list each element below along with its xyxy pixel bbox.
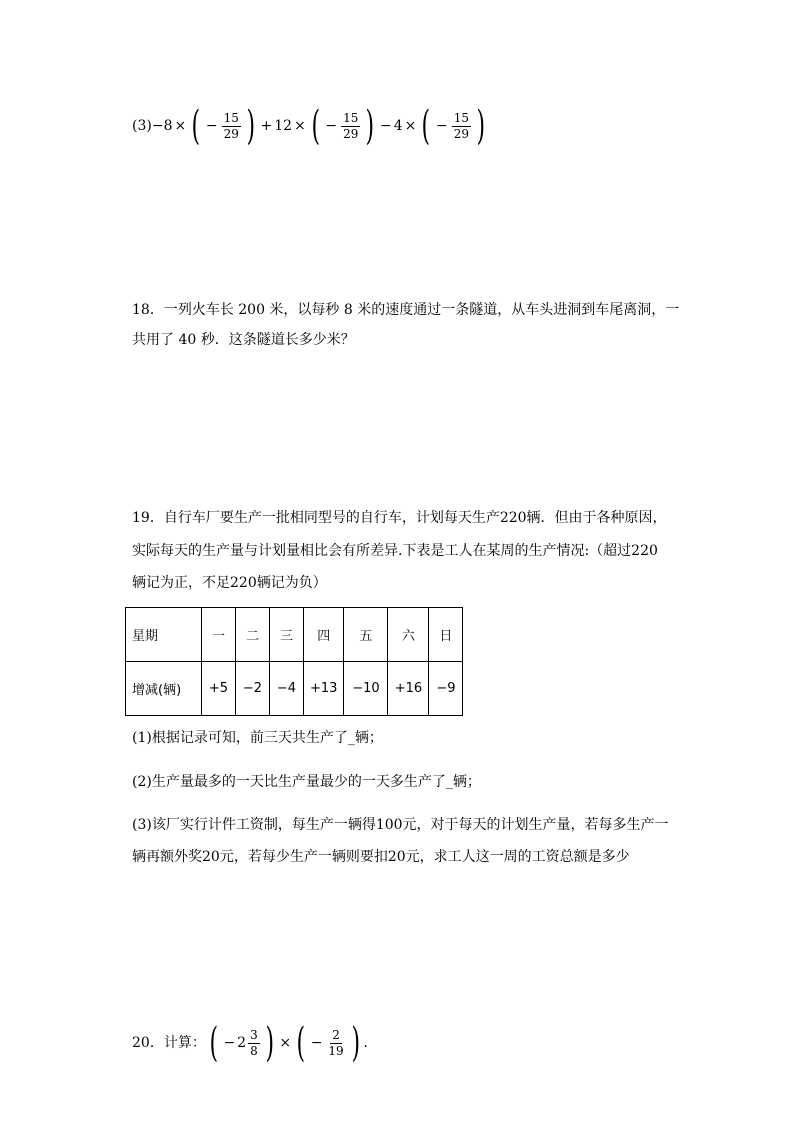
mixed-sign: − bbox=[223, 1035, 236, 1051]
right-paren: ) bbox=[265, 1020, 274, 1066]
day-cell: 一 bbox=[202, 608, 236, 662]
q19-sub3-line1: (3)该厂实行计件工资制，每生产一辆得100元，对于每天的计划生产量，若每多生产一 bbox=[132, 817, 669, 833]
fraction-denominator: 29 bbox=[343, 126, 359, 141]
fraction-sign: − bbox=[435, 118, 448, 134]
q19-sub3-line2: 辆再额外奖20元，若每少生产一辆则要扣20元，求工人这一周的工资总额是多少 bbox=[132, 849, 630, 865]
right-paren: ) bbox=[246, 103, 255, 149]
q20-label: 20．计算： bbox=[132, 1035, 206, 1051]
left-paren: ( bbox=[296, 1020, 306, 1066]
header-cell-change: 增减(辆) bbox=[126, 662, 202, 716]
q19-line1: 19．自行车厂要生产一批相同型号的自行车，计划每天生产220辆．但由于各种原因， bbox=[132, 510, 667, 526]
mixed-fraction bbox=[248, 1028, 260, 1059]
q17-part3-label: (3) bbox=[132, 118, 152, 134]
q17-term3-coef: 4 bbox=[393, 118, 403, 134]
q19-line2: 实际每天的生产量与计划量相比会有所差异.下表是工人在某周的生产情况:（超过220 bbox=[132, 543, 658, 559]
times-sign: × bbox=[279, 1035, 292, 1051]
day-cell: 六 bbox=[388, 608, 429, 662]
mixed-whole: 2 bbox=[237, 1035, 247, 1051]
fraction-sign: − bbox=[205, 118, 218, 134]
left-paren: ( bbox=[191, 103, 201, 149]
right-paren: ) bbox=[476, 103, 486, 149]
times-sign: × bbox=[174, 118, 187, 134]
fraction-numerator: 15 bbox=[453, 110, 469, 125]
fraction-numerator: 2 bbox=[332, 1027, 340, 1042]
fraction-denominator: 29 bbox=[223, 126, 239, 141]
right-paren: ) bbox=[351, 1020, 360, 1066]
times-sign: × bbox=[404, 118, 417, 134]
value-cell: +16 bbox=[388, 662, 429, 716]
day-cell: 五 bbox=[344, 608, 388, 662]
day-cell: 二 bbox=[236, 608, 270, 662]
fraction-denominator: 8 bbox=[250, 1043, 258, 1058]
fraction-numerator: 15 bbox=[223, 110, 239, 125]
fraction bbox=[326, 1028, 345, 1059]
fraction-denominator: 19 bbox=[328, 1043, 344, 1058]
q18-line1: 18．一列火车长 200 米，以每秒 8 米的速度通过一条隧道，从车头进洞到车尾离洞，一 bbox=[132, 302, 680, 318]
right-paren: ) bbox=[365, 103, 375, 149]
day-cell: 四 bbox=[304, 608, 344, 662]
fraction-denominator: 29 bbox=[453, 126, 469, 141]
fraction-numerator: 3 bbox=[250, 1027, 258, 1042]
fraction-sign: − bbox=[310, 1035, 323, 1051]
production-table bbox=[125, 607, 463, 716]
fraction-sign: − bbox=[325, 118, 338, 134]
minus-sign: − bbox=[379, 118, 392, 134]
q20-expression bbox=[132, 1020, 368, 1066]
value-cell: −10 bbox=[344, 662, 388, 716]
left-paren: ( bbox=[421, 103, 431, 149]
q17-part3-expression bbox=[132, 103, 489, 149]
value-cell: +13 bbox=[304, 662, 344, 716]
q19-line3: 辆记为正，不足220辆记为负） bbox=[132, 575, 327, 591]
q17-term1-coef: −8 bbox=[151, 118, 173, 134]
period: . bbox=[363, 1035, 368, 1051]
value-cell: −9 bbox=[429, 662, 463, 716]
day-cell: 三 bbox=[270, 608, 304, 662]
table-row-weekday bbox=[126, 608, 463, 662]
q19-sub2: (2)生产量最多的一天比生产量最少的一天多生产了_辆； bbox=[132, 774, 481, 790]
value-cell: −4 bbox=[270, 662, 304, 716]
q18-line2: 共用了 40 秒．这条隧道长多少米？ bbox=[132, 332, 355, 348]
fraction bbox=[222, 111, 241, 142]
plus-sign: + bbox=[260, 118, 273, 134]
q19-sub1: (1)根据记录可知，前三天共生产了_辆； bbox=[132, 730, 383, 746]
header-cell-weekday: 星期 bbox=[126, 608, 202, 662]
left-paren: ( bbox=[311, 103, 320, 149]
left-paren: ( bbox=[209, 1020, 218, 1066]
fraction-numerator: 15 bbox=[343, 110, 359, 125]
value-cell: −2 bbox=[236, 662, 270, 716]
value-cell: +5 bbox=[202, 662, 236, 716]
fraction bbox=[341, 111, 360, 142]
table-row-change bbox=[126, 662, 463, 716]
fraction bbox=[452, 111, 471, 142]
day-cell: 日 bbox=[429, 608, 463, 662]
times-sign: × bbox=[294, 118, 306, 134]
q17-term2-coef: 12 bbox=[274, 118, 293, 134]
